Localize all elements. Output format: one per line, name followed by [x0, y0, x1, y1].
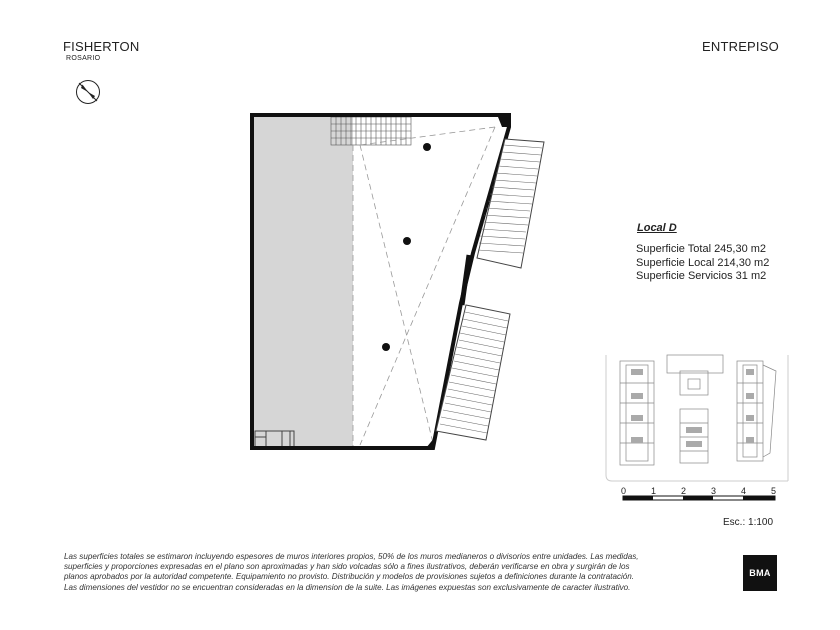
disclaimer [64, 552, 694, 593]
scale-tick: 2 [681, 486, 687, 496]
disclaimer-line: Las superficies totales se estimaron incluyendo espesores de muros interiores propios, 50% de los muros medianeros o divisorios entre unidades. Las medidas, [64, 552, 639, 561]
scale-bar [622, 495, 778, 503]
unit-name: Local D [637, 222, 677, 234]
disclaimer-line: planos aprobados por la autoridad competente. Equipamiento no provisto. Distribución y modelos de provisiones sujetos a definiciones durante la contratación. [64, 572, 635, 582]
brand-logo: BMA [743, 555, 777, 591]
project-location: ROSARIO [66, 55, 101, 62]
scale-tick: 5 [771, 486, 777, 496]
scale-tick: 0 [621, 486, 627, 496]
column [382, 343, 390, 351]
scale-tick: 3 [711, 486, 717, 496]
compass-icon [75, 79, 101, 105]
project-title: FISHERTON [63, 39, 140, 54]
scale-tick: 4 [741, 486, 747, 496]
floor-level-title: ENTREPISO [702, 39, 779, 54]
area-total: Superficie Total 245,30 m2 [636, 243, 767, 255]
key-plan [600, 353, 790, 483]
scale-label: Esc.: 1:100 [723, 517, 774, 528]
column [403, 237, 411, 245]
disclaimer-line: superficies y proporciones expresadas en el plano son aproximadas y han sido volcadas sólo a fines ilustrativos, deberán verificarse en obra y surgirán de los [64, 562, 630, 572]
column [423, 143, 431, 151]
area-local: Superficie Local 214,30 m2 [636, 256, 770, 269]
area-services: Superficie Servicios 31 m2 [636, 270, 767, 282]
floor-plan [240, 105, 560, 460]
unit-areas [636, 243, 769, 284]
scale-tick: 1 [651, 486, 657, 496]
mezzanine-slab [254, 117, 353, 446]
disclaimer-line: Las dimensiones del vestidor no se encuentran consideradas en la dimension de la suite. Las imágenes expuestas son exclusivamente de caracter ilustrativo. [64, 582, 631, 592]
